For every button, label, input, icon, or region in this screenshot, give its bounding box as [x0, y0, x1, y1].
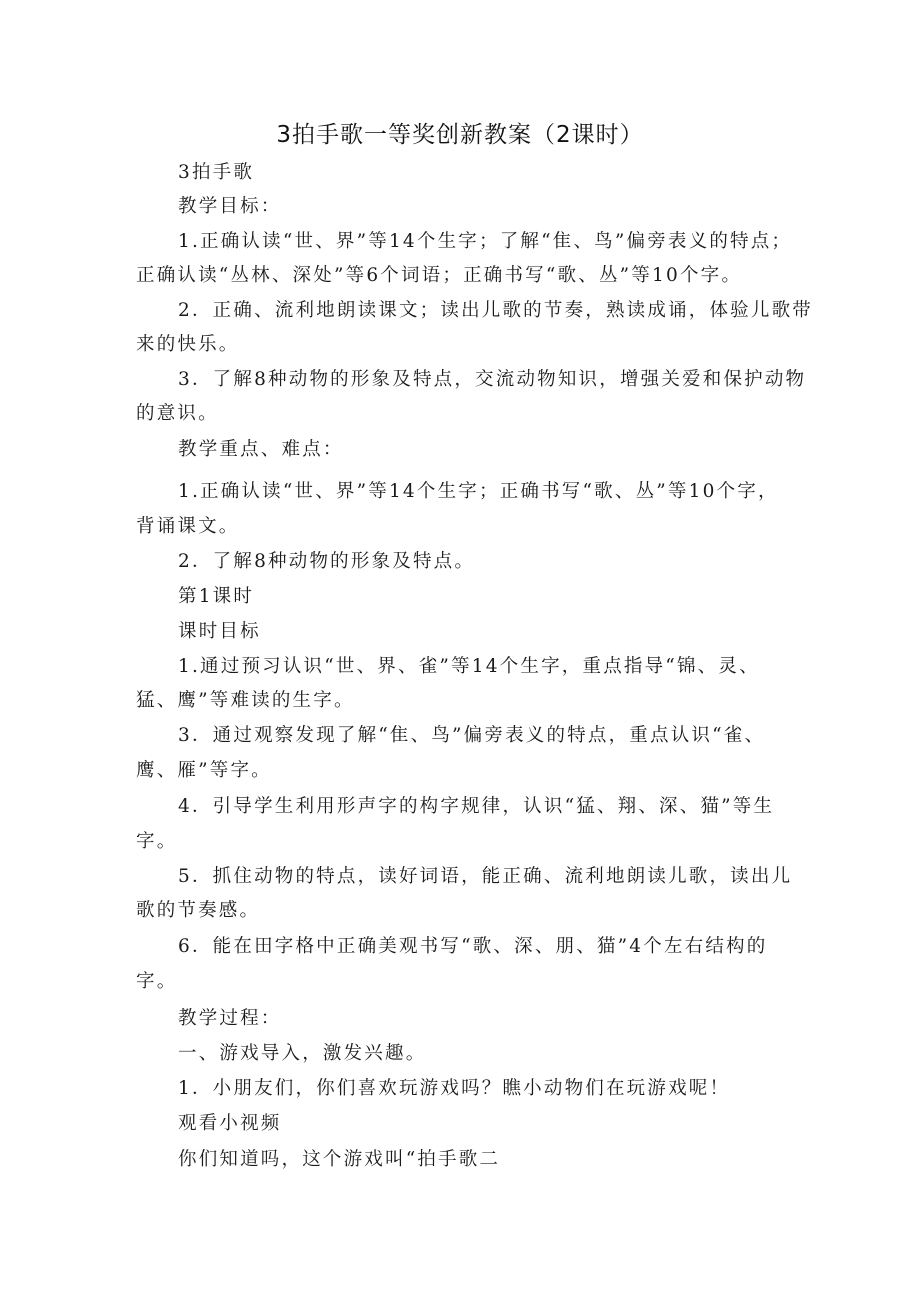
text-line: 教学目标：	[178, 196, 282, 217]
text-line: 鹰、雁”等字。	[136, 760, 272, 781]
text-line: 1．小朋友们，你们喜欢玩游戏吗？瞧小动物们在玩游戏呢！	[178, 1078, 731, 1099]
text-line: 3．通过观察发现了解“隹、鸟”偏旁表义的特点，重点认识“雀、	[178, 725, 766, 746]
text-line: 的意识。	[136, 403, 219, 424]
text-line: 1.正确认读“世、界”等14个生字；正确书写“歌、丛”等10个字，	[178, 481, 779, 502]
text-line: 6．能在田字格中正确美观书写“歌、深、朋、猫”4个左右结构的	[178, 936, 768, 957]
text-line: 1.正确认读“世、界”等14个生字；了解“隹、鸟”偏旁表义的特点；	[178, 231, 793, 252]
text-line: 2．正确、流利地朗读课文；读出儿歌的节奏，熟读成诵，体验儿歌带	[178, 300, 813, 321]
text-line: 字。	[136, 831, 178, 852]
text-line: 字。	[136, 971, 178, 992]
text-line: 第1课时	[178, 586, 255, 607]
text-line: 一、游戏导入，激发兴趣。	[178, 1043, 427, 1064]
text-line: 教学重点、难点：	[178, 439, 344, 460]
text-line: 1.通过预习认识“世、界、雀”等14个生字，重点指导“锦、灵、	[178, 656, 760, 677]
document-title: 3拍手歌一等奖创新教案（2课时）	[276, 122, 644, 148]
text-line: 你们知道吗，这个游戏叫“拍手歌二	[178, 1149, 501, 1170]
text-line: 3拍手歌	[178, 162, 255, 183]
text-line: 课时目标	[178, 621, 261, 642]
text-line: 猛、鹰”等难读的生字。	[136, 690, 355, 711]
text-line: 观看小视频	[178, 1113, 282, 1134]
text-line: 正确认读“丛林、深处”等6个词语；正确书写“歌、丛”等10个字。	[136, 265, 743, 286]
text-line: 2．了解8种动物的形象及特点。	[178, 551, 476, 572]
text-line: 3．了解8种动物的形象及特点，交流动物知识，增强关爱和保护动物	[178, 369, 807, 390]
text-line: 来的快乐。	[136, 334, 240, 355]
text-line: 歌的节奏感。	[136, 900, 261, 921]
text-line: 背诵课文。	[136, 516, 240, 537]
text-line: 5．抓住动物的特点，读好词语，能正确、流利地朗读儿歌，读出儿	[178, 866, 793, 887]
text-line: 教学过程：	[178, 1008, 282, 1029]
text-line: 4．引导学生利用形声字的构字规律，认识“猛、翔、深、猫”等生	[178, 796, 775, 817]
